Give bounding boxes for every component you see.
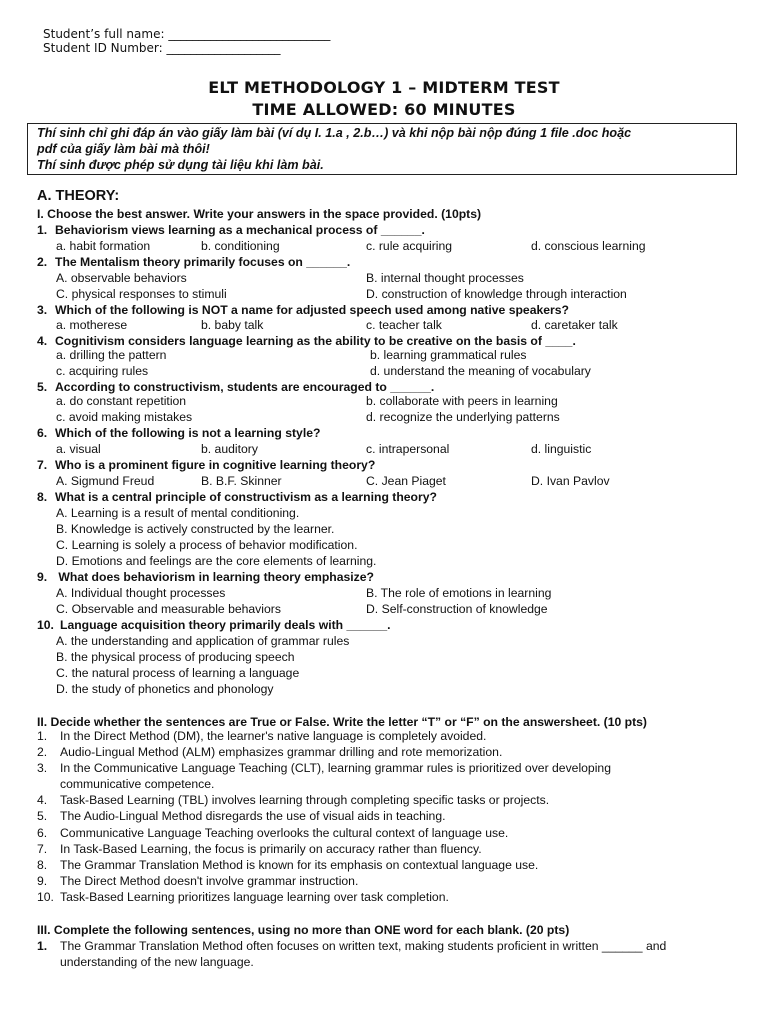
question-8 bbox=[37, 490, 437, 504]
question-number: 3. bbox=[37, 303, 48, 317]
option: c. teacher talk bbox=[366, 318, 442, 332]
part1-instruction: I. Choose the best answer. Write your answers in the space provided. (10pts) bbox=[37, 207, 482, 221]
question-number: 2. bbox=[37, 255, 48, 269]
tf-statement: Task-Based Learning (TBL) involves learning through completing specific tasks or projects. bbox=[60, 793, 550, 807]
question-number: 4. bbox=[37, 334, 48, 348]
option: B. the physical process of producing speech bbox=[56, 650, 295, 664]
item-number: 8. bbox=[37, 858, 48, 872]
question-text: Language acquisition theory primarily deals with ______. bbox=[60, 618, 391, 632]
item-number: 3. bbox=[37, 761, 48, 775]
question-number: 9. bbox=[37, 570, 48, 584]
option: b. auditory bbox=[201, 442, 258, 456]
item-number: 10. bbox=[37, 890, 54, 904]
instruction-notice bbox=[27, 123, 737, 175]
question-number: 6. bbox=[37, 426, 48, 440]
question-7 bbox=[37, 458, 375, 472]
option: a. drilling the pattern bbox=[56, 348, 167, 362]
question-2 bbox=[37, 255, 350, 269]
option: b. collaborate with peers in learning bbox=[366, 394, 558, 408]
question-text: Who is a prominent figure in cognitive learning theory? bbox=[55, 458, 376, 472]
option: A. Individual thought processes bbox=[56, 586, 226, 600]
option: A. observable behaviors bbox=[56, 271, 187, 285]
tf-statement: In Task-Based Learning, the focus is primarily on accuracy rather than fluency. bbox=[60, 842, 482, 856]
option: d. conscious learning bbox=[531, 239, 646, 253]
item-number: 1. bbox=[37, 729, 48, 743]
tf-statement-continued: communicative competence. bbox=[60, 777, 215, 791]
option: B. B.F. Skinner bbox=[201, 474, 282, 488]
question-number: 1. bbox=[37, 223, 48, 237]
item-number: 1. bbox=[37, 939, 48, 953]
tf-statement: Task-Based Learning prioritizes language learning over task completion. bbox=[60, 890, 449, 904]
option: c. acquiring rules bbox=[56, 364, 149, 378]
question-number: 7. bbox=[37, 458, 48, 472]
option: D. Emotions and feelings are the core elements of learning. bbox=[56, 554, 377, 568]
question-1 bbox=[37, 223, 425, 237]
question-3 bbox=[37, 303, 569, 317]
option: a. do constant repetition bbox=[56, 394, 187, 408]
question-text: What does behaviorism in learning theory emphasize? bbox=[55, 570, 374, 584]
option: B. Knowledge is actively constructed by the learner. bbox=[56, 522, 335, 536]
completion-sentence: The Grammar Translation Method often focuses on written text, making students proficient in written ______ and bbox=[60, 939, 667, 953]
question-number: 8. bbox=[37, 490, 48, 504]
part3-instruction: III. Complete the following sentences, using no more than ONE word for each blank. (20 pts) bbox=[37, 923, 570, 937]
question-text: Behaviorism views learning as a mechanical process of ______. bbox=[55, 223, 425, 237]
question-text: According to constructivism, students are encouraged to ______. bbox=[55, 380, 435, 394]
question-text: Which of the following is NOT a name for adjusted speech used among native speakers? bbox=[55, 303, 570, 317]
tf-statement: Audio-Lingual Method (ALM) emphasizes grammar drilling and rote memorization. bbox=[60, 745, 503, 759]
option: D. Ivan Pavlov bbox=[531, 474, 610, 488]
option: D. construction of knowledge through interaction bbox=[366, 287, 627, 301]
option: c. intrapersonal bbox=[366, 442, 450, 456]
option: a. visual bbox=[56, 442, 101, 456]
option: a. motherese bbox=[56, 318, 128, 332]
question-5 bbox=[37, 380, 434, 394]
notice-line: Thí sinh chỉ ghi đáp án vào giấy làm bài (ví dụ I. 1.a , 2.b…) và khi nộp bài nộp đúng 1 file .doc hoặc bbox=[37, 126, 632, 140]
option: C. Learning is solely a process of behavior modification. bbox=[56, 538, 358, 552]
notice-line: pdf của giấy làm bài mà thôi! bbox=[37, 142, 210, 156]
option: d. linguistic bbox=[531, 442, 592, 456]
completion-sentence-continued: understanding of the new language. bbox=[60, 955, 254, 969]
option: d. caretaker talk bbox=[531, 318, 618, 332]
question-text: Cognitivism considers language learning as the ability to be creative on the basis of ____. bbox=[55, 334, 576, 348]
option: a. habit formation bbox=[56, 239, 151, 253]
notice-line: Thí sinh được phép sử dụng tài liệu khi làm bài. bbox=[37, 158, 324, 172]
question-9 bbox=[37, 570, 374, 584]
option: d. recognize the underlying patterns bbox=[366, 410, 560, 424]
item-number: 5. bbox=[37, 809, 48, 823]
option: C. Jean Piaget bbox=[366, 474, 446, 488]
time-allowed: TIME ALLOWED: 60 MINUTES bbox=[252, 100, 516, 119]
option: b. baby talk bbox=[201, 318, 264, 332]
student-name-field: Student’s full name: ___________________________ bbox=[43, 27, 331, 41]
part2-instruction: II. Decide whether the sentences are True or False. Write the letter “T” or “F” on the answersheet. (10 pts) bbox=[37, 715, 647, 729]
question-text: The Mentalism theory primarily focuses on ______. bbox=[55, 255, 351, 269]
item-number: 7. bbox=[37, 842, 48, 856]
section-title: A. THEORY: bbox=[37, 188, 120, 204]
option: b. conditioning bbox=[201, 239, 280, 253]
option: A. Learning is a result of mental conditioning. bbox=[56, 506, 300, 520]
item-number: 4. bbox=[37, 793, 48, 807]
student-id-field: Student ID Number: ___________________ bbox=[43, 41, 281, 55]
option: B. The role of emotions in learning bbox=[366, 586, 552, 600]
option: D. Self-construction of knowledge bbox=[366, 602, 548, 616]
tf-statement: Communicative Language Teaching overlooks the cultural context of language use. bbox=[60, 826, 509, 840]
option: C. Observable and measurable behaviors bbox=[56, 602, 281, 616]
option: b. learning grammatical rules bbox=[370, 348, 527, 362]
tf-statement: The Audio-Lingual Method disregards the use of visual aids in teaching. bbox=[60, 809, 446, 823]
question-6 bbox=[37, 426, 320, 440]
question-text: Which of the following is not a learning style? bbox=[55, 426, 321, 440]
item-number: 6. bbox=[37, 826, 48, 840]
option: d. understand the meaning of vocabulary bbox=[370, 364, 591, 378]
tf-statement: The Grammar Translation Method is known for its emphasis on contextual language use. bbox=[60, 858, 539, 872]
question-text: What is a central principle of constructivism as a learning theory? bbox=[55, 490, 437, 504]
question-number: 10. bbox=[37, 618, 54, 632]
option: c. rule acquiring bbox=[366, 239, 453, 253]
option: c. avoid making mistakes bbox=[56, 410, 193, 424]
item-number: 9. bbox=[37, 874, 48, 888]
option: C. the natural process of learning a language bbox=[56, 666, 300, 680]
item-number: 2. bbox=[37, 745, 48, 759]
option: B. internal thought processes bbox=[366, 271, 524, 285]
tf-statement: The Direct Method doesn't involve grammar instruction. bbox=[60, 874, 359, 888]
option: A. Sigmund Freud bbox=[56, 474, 155, 488]
option: D. the study of phonetics and phonology bbox=[56, 682, 274, 696]
tf-statement: In the Communicative Language Teaching (CLT), learning grammar rules is prioritized over developing bbox=[60, 761, 611, 775]
option: C. physical responses to stimuli bbox=[56, 287, 227, 301]
tf-statement: In the Direct Method (DM), the learner's native language is completely avoided. bbox=[60, 729, 487, 743]
option: A. the understanding and application of grammar rules bbox=[56, 634, 350, 648]
question-4 bbox=[37, 334, 576, 348]
exam-title: ELT METHODOLOGY 1 – MIDTERM TEST bbox=[208, 78, 560, 97]
question-10 bbox=[37, 618, 391, 632]
question-number: 5. bbox=[37, 380, 48, 394]
